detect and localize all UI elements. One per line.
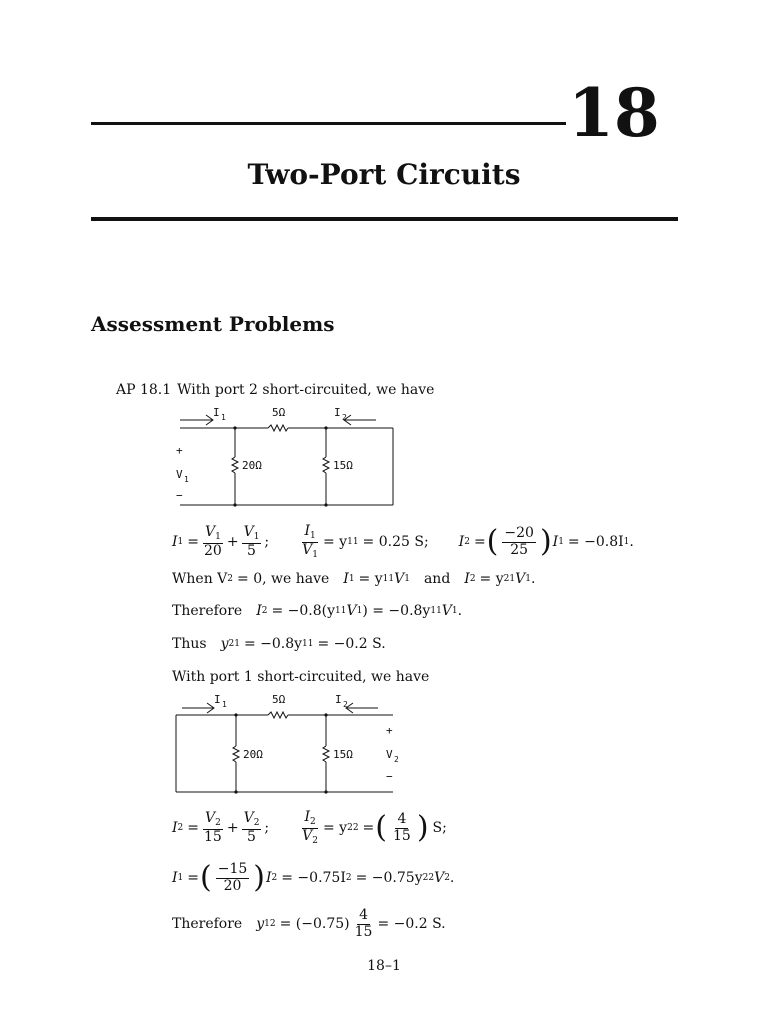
fraction-4-over-15-b: $\frac{4}{15}$ xyxy=(354,907,373,940)
fraction-i1-over-v1: $\frac{I_1}{V_1}$ xyxy=(302,522,318,560)
intro-port1-shorted: With port 1 short-circuited, we have xyxy=(172,669,430,685)
voltage-minus: − xyxy=(176,489,183,502)
voltage-plus: + xyxy=(176,444,183,457)
fraction-v1-over-20: $\frac{V_1}{20}$ xyxy=(204,523,222,559)
left-resistor-label-2: 20Ω xyxy=(243,748,263,761)
circuit-diagram-port2-shorted xyxy=(170,402,400,512)
voltage-v2-label: V xyxy=(386,748,393,761)
current-i1-sub: 1 xyxy=(221,413,226,422)
equation-y11: I 1 = $\frac{V_1}{20}$ + $\frac{V_1}{5}$ ; $\frac{I_1}{V_1}$ = y 11 = 0.25 S; I 2 = ( $\frac{-20}{25}$ ) I 1 = −0.8I 1 . xyxy=(172,522,634,560)
therefore-y12-line: Therefore y 12 = (−0.75) $\frac{4}{15}$ = −0.2 S. xyxy=(172,907,446,940)
voltage-plus-2: + xyxy=(386,724,393,737)
fraction-v1-over-5: $\frac{V_1}{5}$ xyxy=(243,523,260,559)
chapter-title: Two-Port Circuits xyxy=(247,158,521,191)
page-number: 18–1 xyxy=(367,958,401,974)
fraction-neg20-over-25: $\frac{-20}{25}$ xyxy=(504,525,534,558)
current-i2-label: I xyxy=(334,406,341,419)
therefore-i2-line: Therefore I 2 = −0.8(y 11 V 1 ) = −0.8y 11 V 1 . xyxy=(172,603,463,619)
when-v2-zero-line: When V 2 = 0, we have I 1 = y 11 V 1 and I 2 = y 21 V 1 . xyxy=(172,571,536,587)
right-resistor-label: 15Ω xyxy=(333,459,353,472)
fraction-4-over-15: $\frac{4}{15}$ xyxy=(393,811,411,844)
chapter-top-rule xyxy=(91,122,566,125)
intro-text: With port 2 short-circuited, we have xyxy=(177,382,435,398)
voltage-minus-2: − xyxy=(386,770,393,783)
circuit-diagram-port1-shorted xyxy=(170,688,402,798)
left-resistor-label: 20Ω xyxy=(242,459,262,472)
chapter-bottom-rule xyxy=(91,217,678,221)
equation-y22: I 2 = $\frac{V_2}{15}$ + $\frac{V_2}{5}$ ; $\frac{I_2}{V_2}$ = y 22 = ( $\frac{4}{15}$ ) S; xyxy=(172,808,447,846)
current-i2-sub-2: 2 xyxy=(343,700,348,709)
fraction-i2-over-v2: $\frac{I_2}{V_2}$ xyxy=(302,808,318,846)
equation-i1-from-i2: I 1 = ( $\frac{-15}{20}$ ) I 2 = −0.75I 2 = −0.75y 22 V 2 . xyxy=(172,860,455,895)
current-i1-sub-2: 1 xyxy=(222,700,227,709)
fraction-neg15-over-20: $\frac{-15}{20}$ xyxy=(217,861,248,894)
current-i2-sub: 2 xyxy=(342,413,347,422)
chapter-number: 18 xyxy=(568,74,660,152)
problem-label: AP 18.1 xyxy=(116,382,172,398)
current-i1-label: I xyxy=(213,406,220,419)
section-title: Assessment Problems xyxy=(91,312,335,336)
thus-y21-line: Thus y 21 = −0.8y 11 = −0.2 S. xyxy=(172,636,386,652)
series-resistor-label-2: 5Ω xyxy=(272,693,286,706)
series-resistor-label: 5Ω xyxy=(272,406,286,419)
right-resistor-label-2: 15Ω xyxy=(333,748,353,761)
current-i2-label-2: I xyxy=(335,693,342,706)
fraction-v2-over-5: $\frac{V_2}{5}$ xyxy=(243,809,260,845)
problem-intro xyxy=(116,382,434,398)
fraction-v2-over-15: $\frac{V_2}{15}$ xyxy=(204,809,222,845)
voltage-v1-sub: 1 xyxy=(184,475,189,484)
current-i1-label-2: I xyxy=(214,693,221,706)
voltage-v1-label: V xyxy=(176,468,183,481)
voltage-v2-sub: 2 xyxy=(394,755,399,764)
